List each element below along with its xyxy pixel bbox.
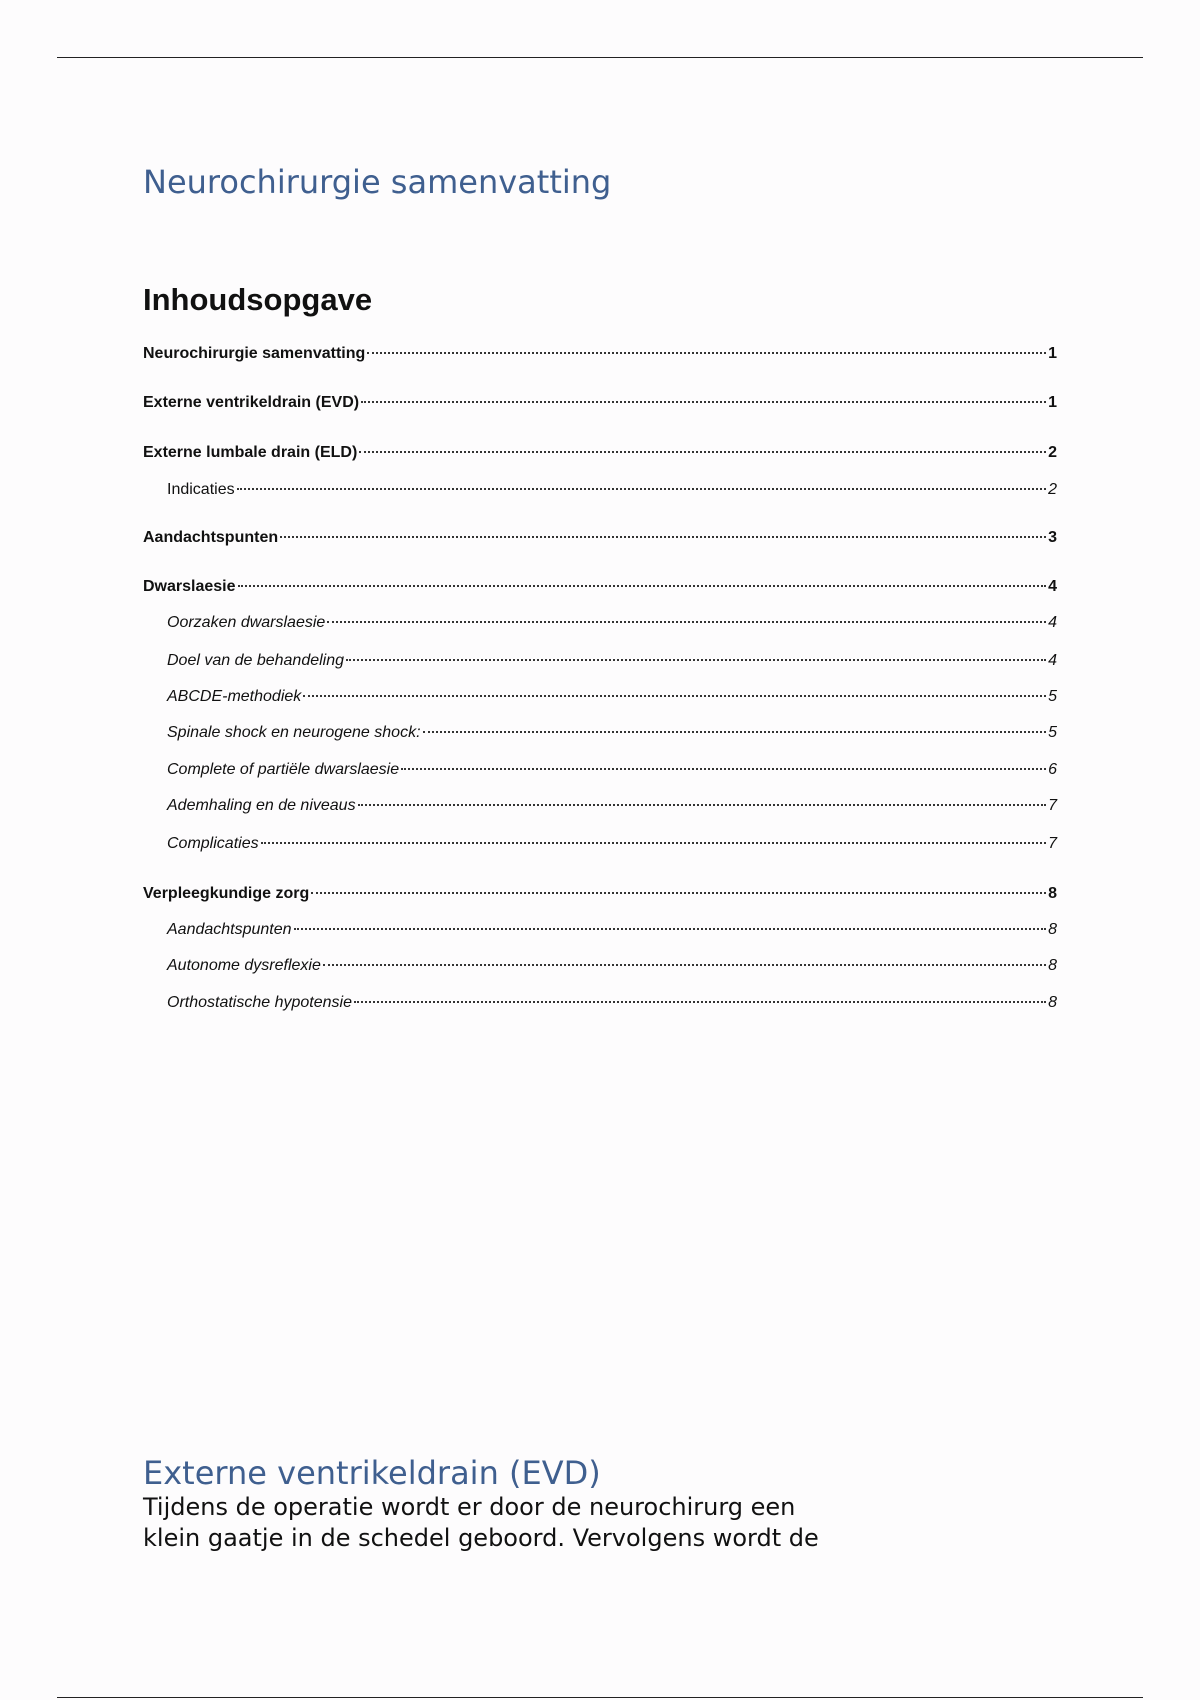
toc-entry-page: 1 (1048, 345, 1057, 362)
toc-heading: Inhoudsopgave (143, 282, 373, 317)
toc-entry-text: ABCDE-methodiek (167, 688, 302, 705)
toc-entry-page: 4 (1048, 652, 1057, 669)
toc-leader-dots (361, 401, 1046, 403)
toc-entry-page: 2 (1048, 481, 1057, 498)
footer-rule (57, 1697, 1143, 1698)
toc-entry-text: Dwarslaesie (143, 578, 236, 595)
toc-entry[interactable] (167, 480, 1057, 500)
toc-entry[interactable] (167, 920, 1057, 940)
toc-leader-dots (358, 804, 1047, 806)
toc-entry-page: 5 (1048, 688, 1057, 705)
toc-entry-page: 8 (1048, 921, 1057, 938)
toc-entry-text: Ademhaling en de niveaus (167, 797, 356, 814)
toc-leader-dots (311, 892, 1046, 894)
toc-entry-page: 6 (1048, 761, 1057, 778)
toc-leader-dots (238, 585, 1047, 587)
toc-entry-page: 2 (1048, 444, 1057, 461)
section-heading: Externe ventrikeldrain (EVD) (143, 1454, 601, 1492)
toc-leader-dots (237, 488, 1047, 490)
toc-entry-page: 8 (1048, 994, 1057, 1011)
toc-leader-dots (423, 731, 1047, 733)
toc-leader-dots (359, 451, 1046, 453)
toc-entry-page: 7 (1048, 797, 1057, 814)
toc-entry-page: 7 (1048, 835, 1057, 852)
paragraph-line: klein gaatje in de schedel geboord. Vervolgens wordt de (143, 1524, 819, 1552)
toc-entry-text: Neurochirurgie samenvatting (143, 345, 366, 362)
toc-entry[interactable] (167, 687, 1057, 707)
toc-entry[interactable] (143, 884, 1057, 904)
toc-entry[interactable] (167, 651, 1057, 671)
toc-entry-page: 4 (1048, 578, 1057, 595)
toc-leader-dots (261, 842, 1047, 844)
toc-leader-dots (354, 1001, 1046, 1003)
toc-entry-text: Complicaties (167, 835, 259, 852)
toc-entry[interactable] (143, 344, 1057, 364)
toc-entry[interactable] (143, 528, 1057, 548)
toc-entry-page: 1 (1048, 394, 1057, 411)
toc-entry-text: Orthostatische hypotensie (167, 994, 352, 1011)
toc-entry-page: 8 (1048, 885, 1057, 902)
toc-entry-text: Externe ventrikeldrain (EVD) (143, 394, 360, 411)
toc-entry-text: Aandachtspunten (143, 529, 279, 546)
toc-entry[interactable] (167, 613, 1057, 633)
toc-entry[interactable] (143, 577, 1057, 597)
toc-entry[interactable] (167, 723, 1057, 743)
toc-leader-dots (401, 768, 1046, 770)
toc-entry-text: Complete of partiële dwarslaesie (167, 761, 400, 778)
toc-entry-page: 8 (1048, 957, 1057, 974)
toc-entry-text: Aandachtspunten (167, 921, 292, 938)
toc-entry-page: 4 (1048, 614, 1057, 631)
toc-entry[interactable] (143, 443, 1057, 463)
toc-entry-text: Oorzaken dwarslaesie (167, 614, 326, 631)
document-title: Neurochirurgie samenvatting (143, 163, 612, 201)
section-paragraph (143, 1492, 923, 1554)
toc-entry-text: Autonome dysreflexie (167, 957, 321, 974)
toc-entry-page: 3 (1048, 529, 1057, 546)
toc-entry[interactable] (143, 393, 1057, 413)
toc-entry-text: Indicaties (167, 481, 235, 498)
toc-entry-text: Verpleegkundige zorg (143, 885, 310, 902)
toc-entry-text: Externe lumbale drain (ELD) (143, 444, 358, 461)
header-rule (57, 57, 1143, 58)
toc-leader-dots (327, 621, 1046, 623)
toc-entry-text: Doel van de behandeling (167, 652, 345, 669)
toc-entry[interactable] (167, 834, 1057, 854)
toc-entry[interactable] (167, 993, 1057, 1013)
toc-entry-page: 5 (1048, 724, 1057, 741)
toc-leader-dots (294, 928, 1047, 930)
toc-entry[interactable] (167, 796, 1057, 816)
toc-leader-dots (280, 536, 1046, 538)
toc-leader-dots (323, 964, 1046, 966)
toc-leader-dots (303, 695, 1046, 697)
toc-entry[interactable] (167, 760, 1057, 780)
toc-entry[interactable] (167, 956, 1057, 976)
toc-leader-dots (346, 659, 1046, 661)
toc-leader-dots (367, 352, 1046, 354)
paragraph-line: Tijdens de operatie wordt er door de neurochirurg een (143, 1493, 796, 1521)
toc-entry-text: Spinale shock en neurogene shock: (167, 724, 421, 741)
